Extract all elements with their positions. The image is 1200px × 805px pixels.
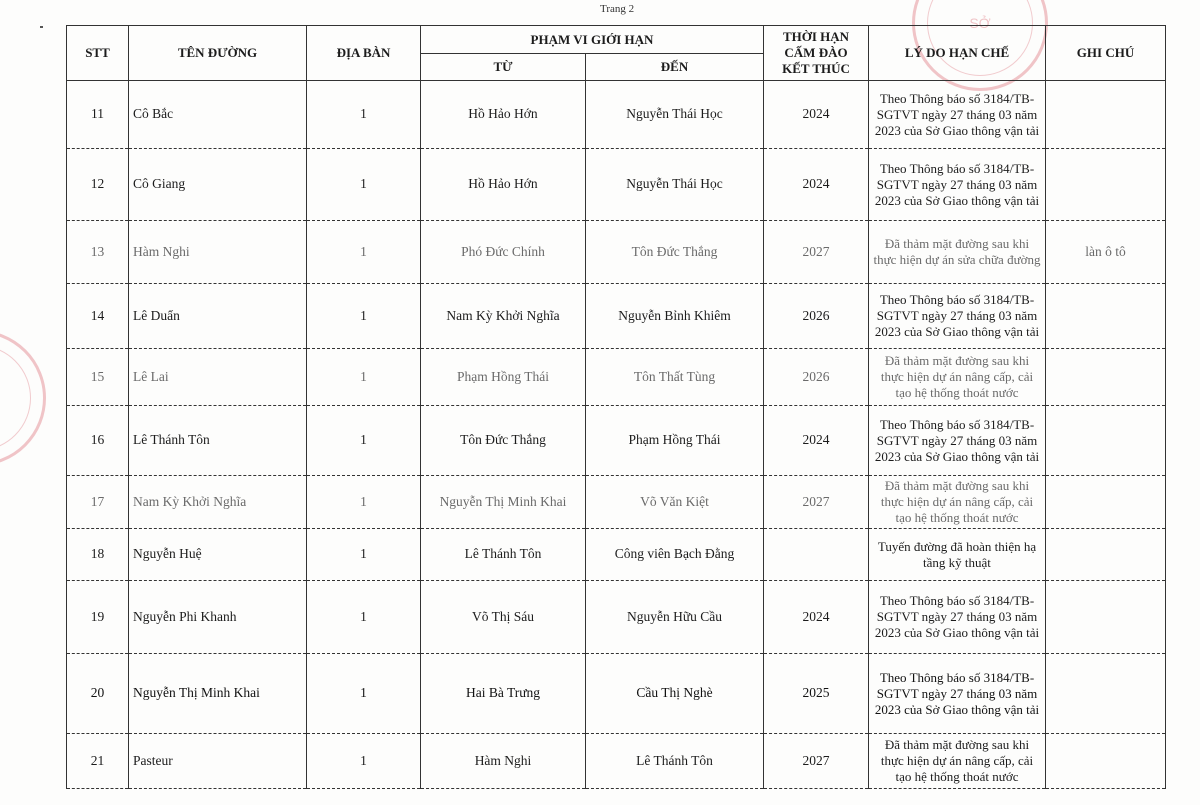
cell-dia-ban: 1 — [307, 149, 421, 221]
cell-ten-duong: Lê Lai — [129, 349, 307, 406]
cell-stt: 12 — [67, 149, 129, 221]
cell-thoi-han: 2024 — [764, 149, 869, 221]
cell-ghi-chu: làn ô tô — [1046, 221, 1166, 284]
cell-den: Công viên Bạch Đằng — [586, 529, 764, 581]
cell-ten-duong: Cô Bắc — [129, 81, 307, 149]
cell-ten-duong: Nguyễn Thị Minh Khai — [129, 654, 307, 734]
cell-tu: Hàm Nghi — [421, 734, 586, 789]
cell-ly-do: Đã thảm mặt đường sau khi thực hiện dự án nâng cấp, cải tạo hệ thống thoát nước — [869, 476, 1046, 529]
table-row — [67, 406, 1166, 476]
cell-thoi-han: 2025 — [764, 654, 869, 734]
table-row — [67, 81, 1166, 149]
table-row — [67, 149, 1166, 221]
cell-stt: 13 — [67, 221, 129, 284]
cell-stt: 19 — [67, 581, 129, 654]
cell-den: Nguyễn Thái Học — [586, 149, 764, 221]
cell-stt: 18 — [67, 529, 129, 581]
cell-ghi-chu — [1046, 581, 1166, 654]
cell-dia-ban: 1 — [307, 529, 421, 581]
cell-ghi-chu — [1046, 149, 1166, 221]
page-number-label: Trang 2 — [600, 3, 635, 15]
cell-tu: Hồ Hảo Hớn — [421, 149, 586, 221]
cell-thoi-han: 2027 — [764, 476, 869, 529]
header-ten-duong: TÊN ĐƯỜNG — [129, 26, 307, 81]
cell-thoi-han: 2024 — [764, 581, 869, 654]
cell-den: Nguyễn Bỉnh Khiêm — [586, 284, 764, 349]
cell-ten-duong: Lê Duẩn — [129, 284, 307, 349]
header-tu: TỪ — [421, 54, 586, 81]
cell-ten-duong: Lê Thánh Tôn — [129, 406, 307, 476]
cell-stt: 15 — [67, 349, 129, 406]
table-row — [67, 349, 1166, 406]
cell-tu: Nguyễn Thị Minh Khai — [421, 476, 586, 529]
cell-ten-duong: Nguyễn Phi Khanh — [129, 581, 307, 654]
cell-ghi-chu — [1046, 406, 1166, 476]
cell-ly-do: Theo Thông báo số 3184/TB-SGTVT ngày 27 tháng 03 năm 2023 của Sở Giao thông vận tải — [869, 284, 1046, 349]
cell-stt: 17 — [67, 476, 129, 529]
header-den: ĐẾN — [586, 54, 764, 81]
cell-den: Tôn Đức Thắng — [586, 221, 764, 284]
cell-dia-ban: 1 — [307, 654, 421, 734]
cell-ghi-chu — [1046, 349, 1166, 406]
cell-ly-do: Tuyến đường đã hoàn thiện hạ tầng kỹ thuật — [869, 529, 1046, 581]
cell-den: Lê Thánh Tôn — [586, 734, 764, 789]
cell-ghi-chu — [1046, 654, 1166, 734]
cell-thoi-han: 2026 — [764, 284, 869, 349]
cell-ten-duong: Pasteur — [129, 734, 307, 789]
table-row — [67, 734, 1166, 789]
table-row — [67, 221, 1166, 284]
cell-ten-duong: Cô Giang — [129, 149, 307, 221]
cell-stt: 20 — [67, 654, 129, 734]
cell-ghi-chu — [1046, 529, 1166, 581]
table-row — [67, 529, 1166, 581]
header-dia-ban: ĐỊA BÀN — [307, 26, 421, 81]
cell-tu: Phó Đức Chính — [421, 221, 586, 284]
cell-thoi-han: 2024 — [764, 81, 869, 149]
cell-thoi-han: 2024 — [764, 406, 869, 476]
cell-stt: 14 — [67, 284, 129, 349]
cell-ghi-chu — [1046, 476, 1166, 529]
cell-den: Tôn Thất Tùng — [586, 349, 764, 406]
cell-ly-do: Theo Thông báo số 3184/TB-SGTVT ngày 27 tháng 03 năm 2023 của Sở Giao thông vận tải — [869, 406, 1046, 476]
cell-stt: 11 — [67, 81, 129, 149]
cell-thoi-han — [764, 529, 869, 581]
header-ly-do: LÝ DO HẠN CHẾ — [869, 26, 1046, 81]
cell-ghi-chu — [1046, 284, 1166, 349]
cell-dia-ban: 1 — [307, 581, 421, 654]
cell-tu: Võ Thị Sáu — [421, 581, 586, 654]
cell-ly-do: Đã thảm mặt đường sau khi thực hiện dự án nâng cấp, cải tạo hệ thống thoát nước — [869, 734, 1046, 789]
cell-dia-ban: 1 — [307, 406, 421, 476]
cell-ten-duong: Nam Kỳ Khởi Nghĩa — [129, 476, 307, 529]
cell-dia-ban: 1 — [307, 221, 421, 284]
cell-ly-do: Đã thảm mặt đường sau khi thực hiện dự án sửa chữa đường — [869, 221, 1046, 284]
cell-tu: Nam Kỳ Khởi Nghĩa — [421, 284, 586, 349]
table-row — [67, 284, 1166, 349]
header-pham-vi: PHẠM VI GIỚI HẠN — [421, 26, 764, 54]
cell-dia-ban: 1 — [307, 734, 421, 789]
cell-ly-do: Theo Thông báo số 3184/TB-SGTVT ngày 27 tháng 03 năm 2023 của Sở Giao thông vận tải — [869, 149, 1046, 221]
table-row — [67, 654, 1166, 734]
header-ghi-chu: GHI CHÚ — [1046, 26, 1166, 81]
cell-ly-do: Đã thảm mặt đường sau khi thực hiện dự án nâng cấp, cải tạo hệ thống thoát nước — [869, 349, 1046, 406]
stamp-text: SỞ — [969, 15, 991, 31]
cell-ly-do: Theo Thông báo số 3184/TB-SGTVT ngày 27 tháng 03 năm 2023 của Sở Giao thông vận tải — [869, 81, 1046, 149]
cell-ten-duong: Hàm Nghi — [129, 221, 307, 284]
cell-stt: 16 — [67, 406, 129, 476]
cell-ten-duong: Nguyễn Huệ — [129, 529, 307, 581]
cell-den: Phạm Hồng Thái — [586, 406, 764, 476]
cell-tu: Lê Thánh Tôn — [421, 529, 586, 581]
cell-dia-ban: 1 — [307, 476, 421, 529]
red-seal-stamp-icon — [0, 330, 46, 466]
cell-den: Cầu Thị Nghè — [586, 654, 764, 734]
cell-tu: Phạm Hồng Thái — [421, 349, 586, 406]
table-row — [67, 476, 1166, 529]
cell-tu: Hồ Hảo Hớn — [421, 81, 586, 149]
table-row — [67, 581, 1166, 654]
cell-den: Võ Văn Kiệt — [586, 476, 764, 529]
cell-dia-ban: 1 — [307, 81, 421, 149]
cell-den: Nguyễn Thái Học — [586, 81, 764, 149]
cell-thoi-han: 2027 — [764, 221, 869, 284]
cell-tu: Hai Bà Trưng — [421, 654, 586, 734]
header-stt: STT — [67, 26, 129, 81]
cell-ghi-chu — [1046, 734, 1166, 789]
cell-ly-do: Theo Thông báo số 3184/TB-SGTVT ngày 27 tháng 03 năm 2023 của Sở Giao thông vận tải — [869, 654, 1046, 734]
cell-dia-ban: 1 — [307, 349, 421, 406]
cell-stt: 21 — [67, 734, 129, 789]
header-thoi-han: THỜI HẠN CẤM ĐÀO KẾT THÚC — [764, 26, 869, 81]
cell-den: Nguyễn Hữu Cầu — [586, 581, 764, 654]
cell-ghi-chu — [1046, 81, 1166, 149]
cell-dia-ban: 1 — [307, 284, 421, 349]
cell-thoi-han: 2027 — [764, 734, 869, 789]
cell-ly-do: Theo Thông báo số 3184/TB-SGTVT ngày 27 tháng 03 năm 2023 của Sở Giao thông vận tải — [869, 581, 1046, 654]
cell-thoi-han: 2026 — [764, 349, 869, 406]
cell-tu: Tôn Đức Thắng — [421, 406, 586, 476]
road-restriction-table — [66, 25, 1166, 789]
scan-speck — [40, 26, 43, 28]
